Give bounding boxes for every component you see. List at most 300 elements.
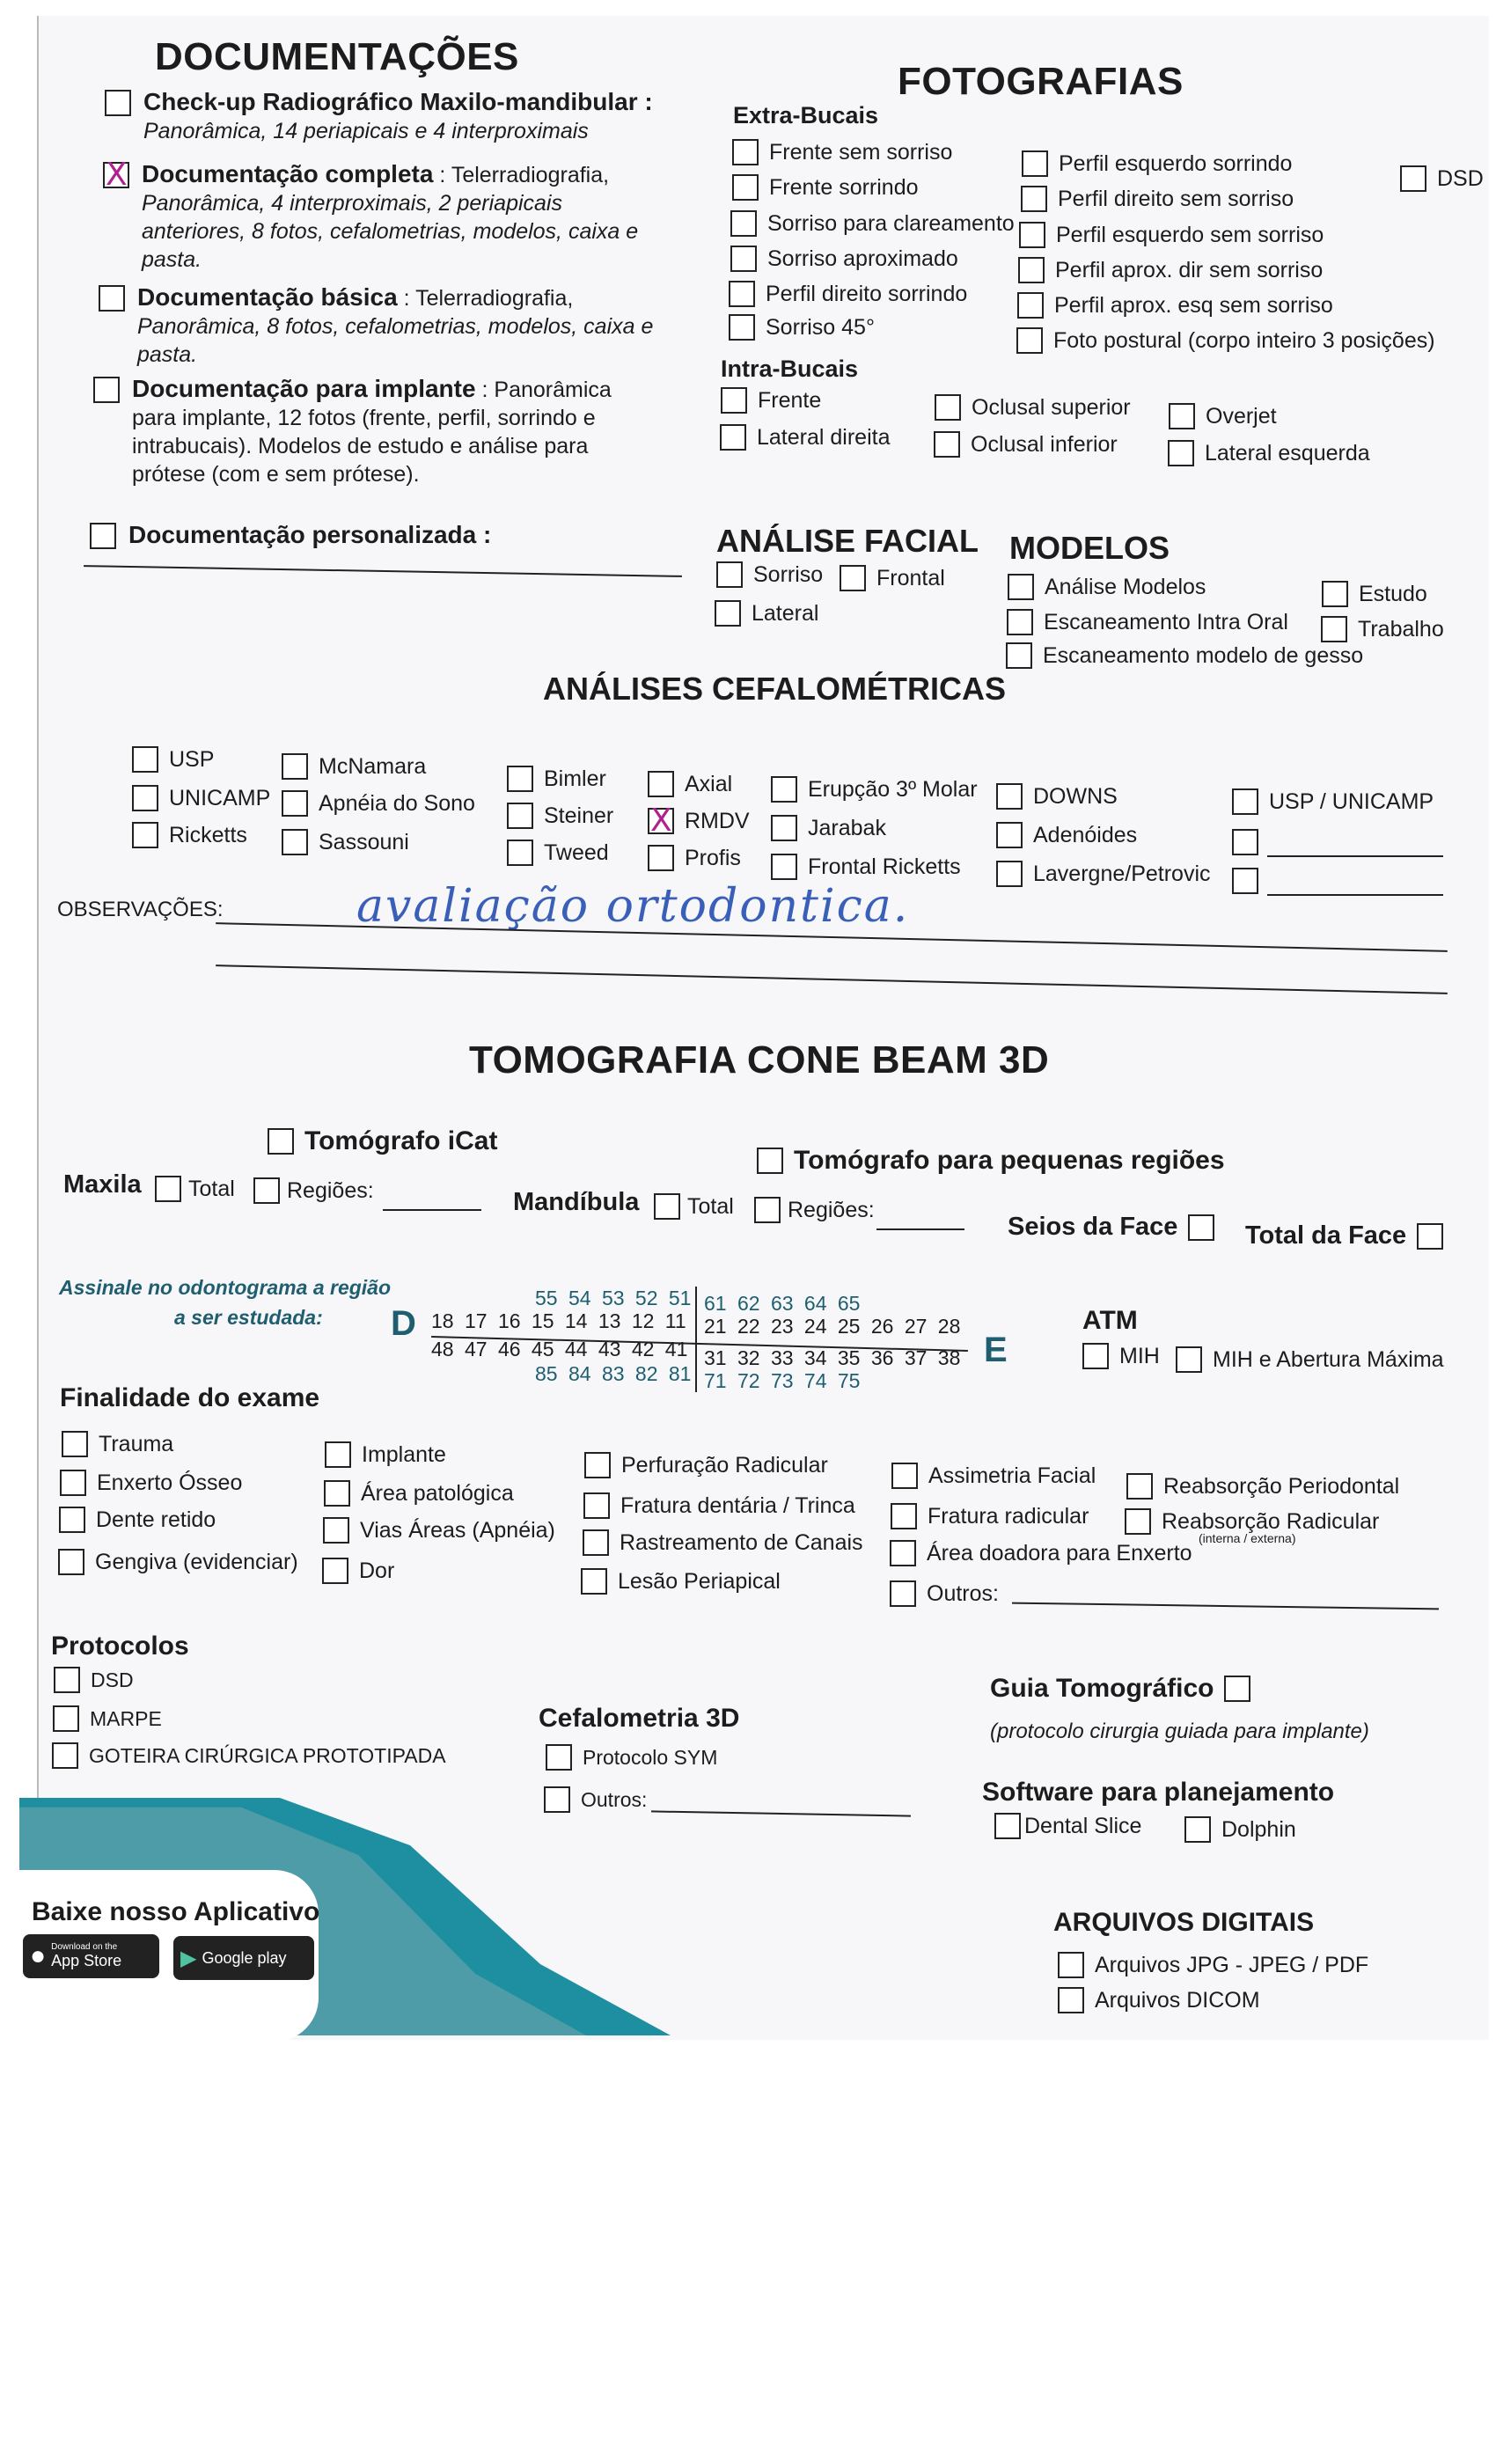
cefalo-option[interactable] bbox=[771, 776, 978, 803]
seios-da-face[interactable] bbox=[1008, 1213, 1214, 1242]
maxila-label: Maxila bbox=[63, 1170, 142, 1199]
cefalo-option[interactable] bbox=[507, 803, 613, 829]
option-label: Lateral esquerda bbox=[1205, 440, 1370, 466]
doc-basica[interactable] bbox=[99, 285, 662, 369]
checkbox[interactable] bbox=[934, 431, 960, 458]
option-label: Protocolo SYM bbox=[583, 1745, 718, 1769]
option-label: Frontal bbox=[876, 565, 945, 590]
separator: : bbox=[397, 286, 416, 311]
checkbox[interactable] bbox=[1125, 1508, 1151, 1535]
checkbox[interactable] bbox=[716, 561, 743, 588]
cefalo-option[interactable] bbox=[771, 815, 886, 841]
option-label: Apnéia do Sono bbox=[319, 790, 475, 816]
option-label: Jarabak bbox=[808, 815, 886, 840]
checkbox[interactable] bbox=[1082, 1343, 1109, 1369]
intra-bucais-title: Intra-Bucais bbox=[721, 356, 859, 382]
checkbox[interactable] bbox=[1022, 150, 1048, 177]
option-label: Overjet bbox=[1206, 403, 1277, 429]
checkbox[interactable] bbox=[132, 746, 158, 773]
checkbox[interactable] bbox=[1007, 609, 1033, 635]
cefalo-option[interactable] bbox=[507, 766, 606, 792]
photo-option[interactable] bbox=[729, 314, 875, 341]
checkbox[interactable] bbox=[1188, 1214, 1214, 1241]
protocolo-option[interactable] bbox=[53, 1705, 162, 1732]
checkbox[interactable] bbox=[53, 1705, 79, 1732]
checkbox[interactable] bbox=[1021, 186, 1047, 212]
photo-option[interactable] bbox=[935, 394, 1131, 421]
option-label: Sassouni bbox=[319, 829, 409, 854]
photo-option[interactable] bbox=[934, 431, 1118, 458]
finalidade-option[interactable] bbox=[890, 1540, 1192, 1566]
checkbox[interactable] bbox=[730, 246, 757, 272]
section-title-tomografia: TOMOGRAFIA CONE BEAM 3D bbox=[469, 1038, 1050, 1082]
option-label: Perfuração Radicular bbox=[621, 1452, 828, 1478]
doc-completa[interactable] bbox=[103, 162, 666, 274]
separator: : bbox=[433, 163, 451, 187]
option-label: RMDV bbox=[685, 808, 750, 833]
option-label: Assimetria Facial bbox=[928, 1463, 1096, 1488]
apple-icon: ● bbox=[30, 1941, 47, 1970]
finalidade-option[interactable] bbox=[584, 1452, 828, 1478]
software-option[interactable] bbox=[1184, 1816, 1296, 1843]
checkbox[interactable] bbox=[1016, 327, 1043, 354]
observacoes-handwritten[interactable]: avaliação ortodontica. bbox=[356, 880, 910, 933]
cefalo-option[interactable] bbox=[771, 854, 961, 880]
checkbox[interactable] bbox=[1322, 581, 1348, 607]
checkbox[interactable] bbox=[322, 1558, 348, 1584]
checkbox[interactable] bbox=[583, 1529, 609, 1556]
modelos-option[interactable] bbox=[1007, 609, 1288, 635]
option-label: Erupção 3º Molar bbox=[808, 776, 978, 802]
section-title-documentacoes: DOCUMENTAÇÕES bbox=[155, 35, 519, 78]
cefalo-option-rmdv[interactable] bbox=[648, 808, 750, 834]
finalidade-option[interactable] bbox=[325, 1441, 446, 1468]
blank-line bbox=[1267, 855, 1443, 857]
finalidade-option[interactable] bbox=[891, 1463, 1096, 1489]
photo-option[interactable] bbox=[1016, 327, 1435, 354]
checkbox[interactable] bbox=[1176, 1346, 1202, 1373]
finalidade-option[interactable] bbox=[891, 1503, 1089, 1529]
checkbox[interactable] bbox=[1058, 1987, 1084, 2013]
option-label: USP bbox=[169, 746, 215, 772]
facial-option[interactable] bbox=[840, 565, 945, 591]
checkbox[interactable] bbox=[282, 753, 308, 780]
cefalo-option[interactable] bbox=[996, 783, 1118, 810]
doc-label: Documentação básica bbox=[137, 283, 398, 311]
option-label: Perfil aprox. dir sem sorriso bbox=[1055, 257, 1324, 282]
option-label: Sorriso bbox=[753, 561, 824, 587]
tomografo-pequenas-regioes[interactable] bbox=[757, 1146, 1225, 1176]
option-label: Regiões: bbox=[788, 1197, 875, 1222]
doc-desc: Telerradiografia, bbox=[451, 163, 610, 187]
photo-option-dsd[interactable] bbox=[1400, 165, 1484, 192]
finalidade-option[interactable] bbox=[583, 1492, 855, 1519]
checkbox[interactable] bbox=[155, 1176, 181, 1202]
protocolo-option[interactable] bbox=[52, 1742, 446, 1769]
badge-small-text: Download on the bbox=[51, 1942, 118, 1952]
checkbox[interactable] bbox=[771, 776, 797, 803]
option-label: Arquivos DICOM bbox=[1095, 1987, 1260, 2013]
checkbox[interactable] bbox=[732, 139, 759, 165]
extra-bucais-title: Extra-Bucais bbox=[733, 102, 879, 128]
photo-option[interactable] bbox=[721, 387, 821, 414]
doc-personalizada[interactable] bbox=[90, 523, 653, 550]
doc-label: Documentação para implante bbox=[132, 375, 476, 402]
option-label: Área doadora para Enxerto bbox=[927, 1540, 1192, 1566]
doc-implante[interactable] bbox=[93, 377, 656, 488]
finalidade-option[interactable] bbox=[62, 1431, 173, 1457]
mandibula-label: Mandíbula bbox=[513, 1188, 640, 1216]
observacoes-label: OBSERVAÇÕES: bbox=[57, 898, 224, 921]
teeth-upper-permanent-right[interactable]: 18 17 16 15 14 13 12 11 bbox=[431, 1309, 686, 1332]
photo-option[interactable] bbox=[732, 174, 919, 201]
section-title-cefalometricas: ANÁLISES CEFALOMÉTRICAS bbox=[543, 671, 1007, 707]
app-store-badge[interactable] bbox=[23, 1934, 159, 1978]
option-label: Total da Face bbox=[1245, 1221, 1407, 1250]
guia-subtitle: (protocolo cirurgia guiada para implante) bbox=[990, 1720, 1369, 1743]
software-title: Software para planejamento bbox=[982, 1778, 1335, 1807]
checkbox[interactable] bbox=[58, 1549, 84, 1575]
option-label: Enxerto Ósseo bbox=[97, 1470, 243, 1495]
finalidade-option[interactable] bbox=[60, 1470, 242, 1496]
maxila-regioes[interactable] bbox=[253, 1177, 374, 1204]
checkbox[interactable] bbox=[648, 771, 674, 797]
checkbox[interactable] bbox=[1126, 1473, 1153, 1500]
finalidade-option[interactable] bbox=[581, 1568, 781, 1595]
option-label: Fratura dentária / Trinca bbox=[620, 1492, 855, 1518]
option-label: Perfil direito sorrindo bbox=[766, 281, 968, 306]
photo-option[interactable] bbox=[732, 139, 952, 165]
option-label: Guia Tomográfico bbox=[990, 1674, 1214, 1703]
cefalo-option[interactable] bbox=[132, 785, 270, 811]
cefalo-option[interactable] bbox=[648, 771, 732, 797]
checkbox[interactable] bbox=[732, 174, 759, 201]
checkbox[interactable] bbox=[1169, 403, 1195, 429]
cefalometria-3d-title: Cefalometria 3D bbox=[539, 1704, 740, 1733]
cefalo-option-blank[interactable] bbox=[1232, 829, 1258, 855]
checkbox[interactable] bbox=[1018, 257, 1045, 283]
teeth-lower-deciduous-left[interactable]: 71 72 73 74 75 bbox=[704, 1369, 861, 1392]
separator: : bbox=[637, 88, 653, 115]
option-label: Foto postural (corpo inteiro 3 posições) bbox=[1053, 327, 1435, 353]
finalidade-option[interactable] bbox=[59, 1507, 216, 1533]
checkbox[interactable] bbox=[507, 766, 533, 792]
doc-desc: Telerradiografia, bbox=[415, 286, 574, 311]
checkbox[interactable] bbox=[1400, 165, 1426, 192]
teeth-upper-deciduous-right[interactable]: 55 54 53 52 51 bbox=[535, 1287, 692, 1309]
option-label: McNamara bbox=[319, 753, 427, 779]
checkbox[interactable] bbox=[93, 377, 120, 403]
checkbox[interactable] bbox=[1008, 574, 1034, 600]
teeth-upper-deciduous-left[interactable]: 61 62 63 64 65 bbox=[704, 1292, 861, 1315]
photo-option[interactable] bbox=[1022, 150, 1292, 177]
doc-label: Documentação personalizada bbox=[128, 521, 477, 548]
checkbox[interactable] bbox=[654, 1193, 680, 1220]
facial-option[interactable] bbox=[716, 561, 823, 588]
modelos-option[interactable] bbox=[1322, 581, 1427, 607]
cefalo-option[interactable] bbox=[507, 840, 609, 866]
option-label: Fratura radicular bbox=[928, 1503, 1089, 1529]
checkbox[interactable] bbox=[840, 565, 866, 591]
option-label: Total bbox=[687, 1193, 734, 1219]
doc-desc-italic: Panorâmica, 4 interproximais, 2 periapicais anteriores, 8 fotos, cefalometrias, modelos, caixa e pasta. bbox=[142, 191, 639, 272]
badge-text: Google play bbox=[202, 1948, 287, 1967]
cefalo-option[interactable] bbox=[282, 753, 426, 780]
play-icon: ▶ bbox=[180, 1946, 197, 1970]
checkbox[interactable] bbox=[62, 1431, 88, 1457]
checkbox[interactable] bbox=[99, 285, 125, 312]
option-label: Escaneamento Intra Oral bbox=[1044, 609, 1288, 634]
arquivos-title: ARQUIVOS DIGITAIS bbox=[1053, 1908, 1315, 1937]
checkbox[interactable] bbox=[60, 1470, 86, 1496]
option-label: Sorriso aproximado bbox=[767, 246, 958, 271]
checkbox[interactable] bbox=[253, 1177, 280, 1204]
option-label: Trauma bbox=[99, 1431, 174, 1456]
checkbox[interactable] bbox=[729, 281, 755, 307]
option-label: Seios da Face bbox=[1008, 1213, 1178, 1241]
modelos-option[interactable] bbox=[1321, 616, 1444, 642]
cefalo-option[interactable] bbox=[1232, 788, 1434, 815]
checkbox[interactable] bbox=[105, 90, 131, 116]
checkbox[interactable] bbox=[1019, 222, 1045, 248]
checkbox[interactable] bbox=[282, 829, 308, 855]
checkbox[interactable] bbox=[1017, 292, 1044, 319]
photo-option[interactable] bbox=[730, 210, 1015, 237]
facial-option[interactable] bbox=[715, 600, 818, 627]
option-label: Rastreamento de Canais bbox=[620, 1529, 863, 1555]
option-label: Sorriso 45° bbox=[766, 314, 875, 340]
option-label: Outros: bbox=[927, 1580, 999, 1606]
finalidade-option[interactable] bbox=[322, 1558, 394, 1584]
mandibula-regioes[interactable] bbox=[754, 1197, 875, 1223]
checkbox[interactable] bbox=[648, 845, 674, 871]
protocolo-option[interactable] bbox=[54, 1667, 134, 1693]
finalidade-outros[interactable] bbox=[890, 1580, 999, 1607]
option-label: Lateral direita bbox=[757, 424, 891, 450]
checkbox[interactable] bbox=[1058, 1952, 1084, 1978]
checkbox[interactable] bbox=[891, 1503, 917, 1529]
finalidade-option[interactable] bbox=[323, 1517, 555, 1544]
option-label: Frente sorrindo bbox=[769, 174, 919, 200]
checkbox[interactable] bbox=[59, 1507, 85, 1533]
option-label: Trabalho bbox=[1358, 616, 1444, 642]
option-label: Oclusal inferior bbox=[971, 431, 1118, 457]
cefalo-option[interactable] bbox=[282, 790, 475, 817]
finalidade-option[interactable] bbox=[1126, 1473, 1399, 1500]
option-label: Perfil esquerdo sorrindo bbox=[1059, 150, 1293, 176]
checkbox[interactable] bbox=[507, 840, 533, 866]
checkbox[interactable] bbox=[1224, 1676, 1250, 1702]
checkbox-checked[interactable] bbox=[103, 162, 129, 188]
option-label: USP / UNICAMP bbox=[1269, 788, 1434, 814]
doc-checkup[interactable] bbox=[105, 90, 668, 145]
option-label: Escaneamento modelo de gesso bbox=[1043, 642, 1364, 668]
photo-option[interactable] bbox=[1018, 257, 1323, 283]
cefalo-option[interactable] bbox=[282, 829, 409, 855]
photo-option[interactable] bbox=[1021, 186, 1294, 212]
option-label: MARPE bbox=[90, 1706, 162, 1730]
checkbox[interactable] bbox=[268, 1128, 294, 1155]
option-label: MIH bbox=[1119, 1343, 1160, 1368]
checkbox[interactable] bbox=[720, 424, 746, 451]
photo-option[interactable] bbox=[720, 424, 890, 451]
cefalometria-3d-option[interactable] bbox=[546, 1744, 717, 1771]
checkbox[interactable] bbox=[1184, 1816, 1211, 1843]
section-title-analise-facial: ANÁLISE FACIAL bbox=[716, 523, 979, 559]
photo-option[interactable] bbox=[1169, 403, 1277, 429]
option-label: Frontal Ricketts bbox=[808, 854, 961, 879]
option-label: Frente bbox=[758, 387, 822, 413]
option-label: Regiões: bbox=[287, 1177, 374, 1203]
checkbox[interactable] bbox=[891, 1463, 918, 1489]
option-label: Axial bbox=[685, 771, 733, 796]
cefalo-option[interactable] bbox=[648, 845, 741, 871]
checkbox[interactable] bbox=[996, 861, 1023, 887]
doc-label: Check-up Radiográfico Maxilo-mandibular bbox=[143, 88, 638, 115]
option-label: Steiner bbox=[544, 803, 614, 828]
option-label: Perfil esquerdo sem sorriso bbox=[1056, 222, 1324, 247]
protocolos-title: Protocolos bbox=[51, 1632, 189, 1661]
checkbox[interactable] bbox=[325, 1441, 351, 1468]
checkbox[interactable] bbox=[715, 600, 741, 627]
checkbox[interactable] bbox=[282, 790, 308, 817]
checkbox[interactable] bbox=[323, 1517, 349, 1544]
cefalo-option[interactable] bbox=[132, 822, 247, 848]
option-label: MIH e Abertura Máxima bbox=[1213, 1346, 1444, 1372]
option-label: Perfil direito sem sorriso bbox=[1058, 186, 1294, 211]
checkbox[interactable] bbox=[730, 210, 757, 237]
checkbox[interactable] bbox=[721, 387, 747, 414]
checkbox[interactable] bbox=[771, 815, 797, 841]
finalidade-option[interactable] bbox=[58, 1549, 298, 1575]
tomografo-icat[interactable] bbox=[268, 1126, 497, 1156]
cefalo-option[interactable] bbox=[132, 746, 214, 773]
section-title-modelos: MODELOS bbox=[1009, 530, 1170, 566]
teeth-lower-permanent-right[interactable]: 48 47 46 45 44 43 42 41 bbox=[431, 1338, 688, 1360]
mandibula-total[interactable] bbox=[654, 1193, 734, 1220]
checkbox[interactable] bbox=[1006, 642, 1032, 669]
checkbox[interactable] bbox=[546, 1744, 572, 1771]
option-label: GOTEIRA CIRÚRGICA PROTOTIPADA bbox=[89, 1743, 446, 1767]
option-label: UNICAMP bbox=[169, 785, 271, 810]
checkbox-checked[interactable] bbox=[648, 808, 674, 834]
arquivos-option[interactable] bbox=[1058, 1987, 1260, 2013]
app-promo-title: Baixe nosso Aplicativo bbox=[32, 1897, 320, 1926]
teeth-upper-permanent-left[interactable]: 21 22 23 24 25 26 27 28 bbox=[704, 1315, 961, 1338]
option-label: Vias Áreas (Apnéia) bbox=[360, 1517, 555, 1543]
option-label: Frente sem sorriso bbox=[769, 139, 953, 165]
modelos-option[interactable] bbox=[1006, 642, 1363, 669]
finalidade-option[interactable] bbox=[324, 1480, 514, 1507]
option-label: Tweed bbox=[544, 840, 609, 865]
section-title-fotografias: FOTOGRAFIAS bbox=[898, 60, 1184, 103]
checkbox[interactable] bbox=[1321, 616, 1347, 642]
option-label: Tomógrafo para pequenas regiões bbox=[794, 1146, 1225, 1175]
software-option[interactable] bbox=[994, 1813, 1141, 1839]
arquivos-option[interactable] bbox=[1058, 1952, 1368, 1978]
checkbox[interactable] bbox=[771, 854, 797, 880]
option-label: Reabsorção Radicular bbox=[1162, 1508, 1380, 1534]
cefalo-option-blank[interactable] bbox=[1232, 868, 1258, 894]
modelos-option[interactable] bbox=[1008, 574, 1206, 600]
checkbox[interactable] bbox=[90, 523, 116, 549]
total-da-face[interactable] bbox=[1245, 1221, 1443, 1250]
photo-option[interactable] bbox=[730, 246, 958, 272]
checkbox[interactable] bbox=[996, 783, 1023, 810]
teeth-lower-deciduous-right[interactable]: 85 84 83 82 81 bbox=[535, 1362, 692, 1385]
atm-option[interactable] bbox=[1176, 1346, 1444, 1373]
checkbox[interactable] bbox=[52, 1742, 78, 1769]
checkbox[interactable] bbox=[994, 1813, 1021, 1839]
checkbox[interactable] bbox=[1168, 440, 1194, 466]
checkbox[interactable] bbox=[1232, 868, 1258, 894]
odontograma-left-label: E bbox=[984, 1331, 1008, 1369]
checkbox[interactable] bbox=[890, 1580, 916, 1607]
checkbox[interactable] bbox=[584, 1452, 611, 1478]
doc-desc: Panorâmica para implante, 12 fotos (frente, perfil, sorrindo e intrabucais). Modelos de estudo e análise para prótese (com e sem prótese). bbox=[132, 378, 612, 487]
photo-option[interactable] bbox=[1168, 440, 1370, 466]
checkbox[interactable] bbox=[54, 1667, 80, 1693]
option-label: Arquivos JPG - JPEG / PDF bbox=[1095, 1952, 1369, 1977]
cefalo-option[interactable] bbox=[996, 822, 1137, 848]
checkbox[interactable] bbox=[1232, 788, 1258, 815]
option-label: DSD bbox=[91, 1668, 134, 1691]
option-label: Ricketts bbox=[169, 822, 247, 847]
checkbox[interactable] bbox=[890, 1540, 916, 1566]
checkbox[interactable] bbox=[754, 1197, 781, 1223]
option-label: Adenóides bbox=[1033, 822, 1138, 847]
odontograma-instruction: Assinale no odontograma a região bbox=[59, 1276, 392, 1299]
checkbox[interactable] bbox=[996, 822, 1023, 848]
guia-tomografico[interactable] bbox=[990, 1674, 1250, 1704]
option-label: Gengiva (evidenciar) bbox=[95, 1549, 298, 1574]
photo-option[interactable] bbox=[1017, 292, 1333, 319]
odontograma-instruction: a ser estudada: bbox=[174, 1306, 323, 1329]
option-label: Lateral bbox=[752, 600, 819, 626]
option-label: Lesão Periapical bbox=[618, 1568, 781, 1594]
checkbox[interactable] bbox=[132, 785, 158, 811]
checkbox[interactable] bbox=[935, 394, 961, 421]
atm-option[interactable] bbox=[1082, 1343, 1160, 1369]
mandibula-regioes-line bbox=[876, 1228, 964, 1230]
checkbox[interactable] bbox=[132, 822, 158, 848]
option-label: Reabsorção Periodontal bbox=[1163, 1473, 1400, 1499]
google-play-badge[interactable] bbox=[173, 1936, 314, 1980]
photo-option[interactable] bbox=[729, 281, 967, 307]
separator: : bbox=[476, 521, 492, 548]
checkbox[interactable] bbox=[324, 1480, 350, 1507]
checkbox[interactable] bbox=[544, 1786, 570, 1813]
checkbox[interactable] bbox=[507, 803, 533, 829]
checkbox[interactable] bbox=[729, 314, 755, 341]
finalidade-option[interactable] bbox=[583, 1529, 863, 1556]
badge-text: App Store bbox=[51, 1952, 122, 1969]
atm-title: ATM bbox=[1082, 1306, 1138, 1335]
doc-desc: Panorâmica, 14 periapicais e 4 interproximais bbox=[143, 119, 589, 143]
cefalometria-3d-outros[interactable] bbox=[544, 1786, 647, 1813]
checkbox[interactable] bbox=[1232, 829, 1258, 855]
checkbox[interactable] bbox=[581, 1568, 607, 1595]
photo-option[interactable] bbox=[1019, 222, 1324, 248]
checkbox[interactable] bbox=[1417, 1223, 1443, 1250]
cefalo-option[interactable] bbox=[996, 861, 1211, 887]
option-label: Outros: bbox=[581, 1787, 648, 1811]
option-label: Dor bbox=[359, 1558, 395, 1583]
checkbox[interactable] bbox=[583, 1492, 610, 1519]
checkbox[interactable] bbox=[757, 1148, 783, 1174]
teeth-lower-permanent-left[interactable]: 31 32 33 34 35 36 37 38 bbox=[704, 1346, 961, 1369]
maxila-total[interactable] bbox=[155, 1176, 235, 1202]
